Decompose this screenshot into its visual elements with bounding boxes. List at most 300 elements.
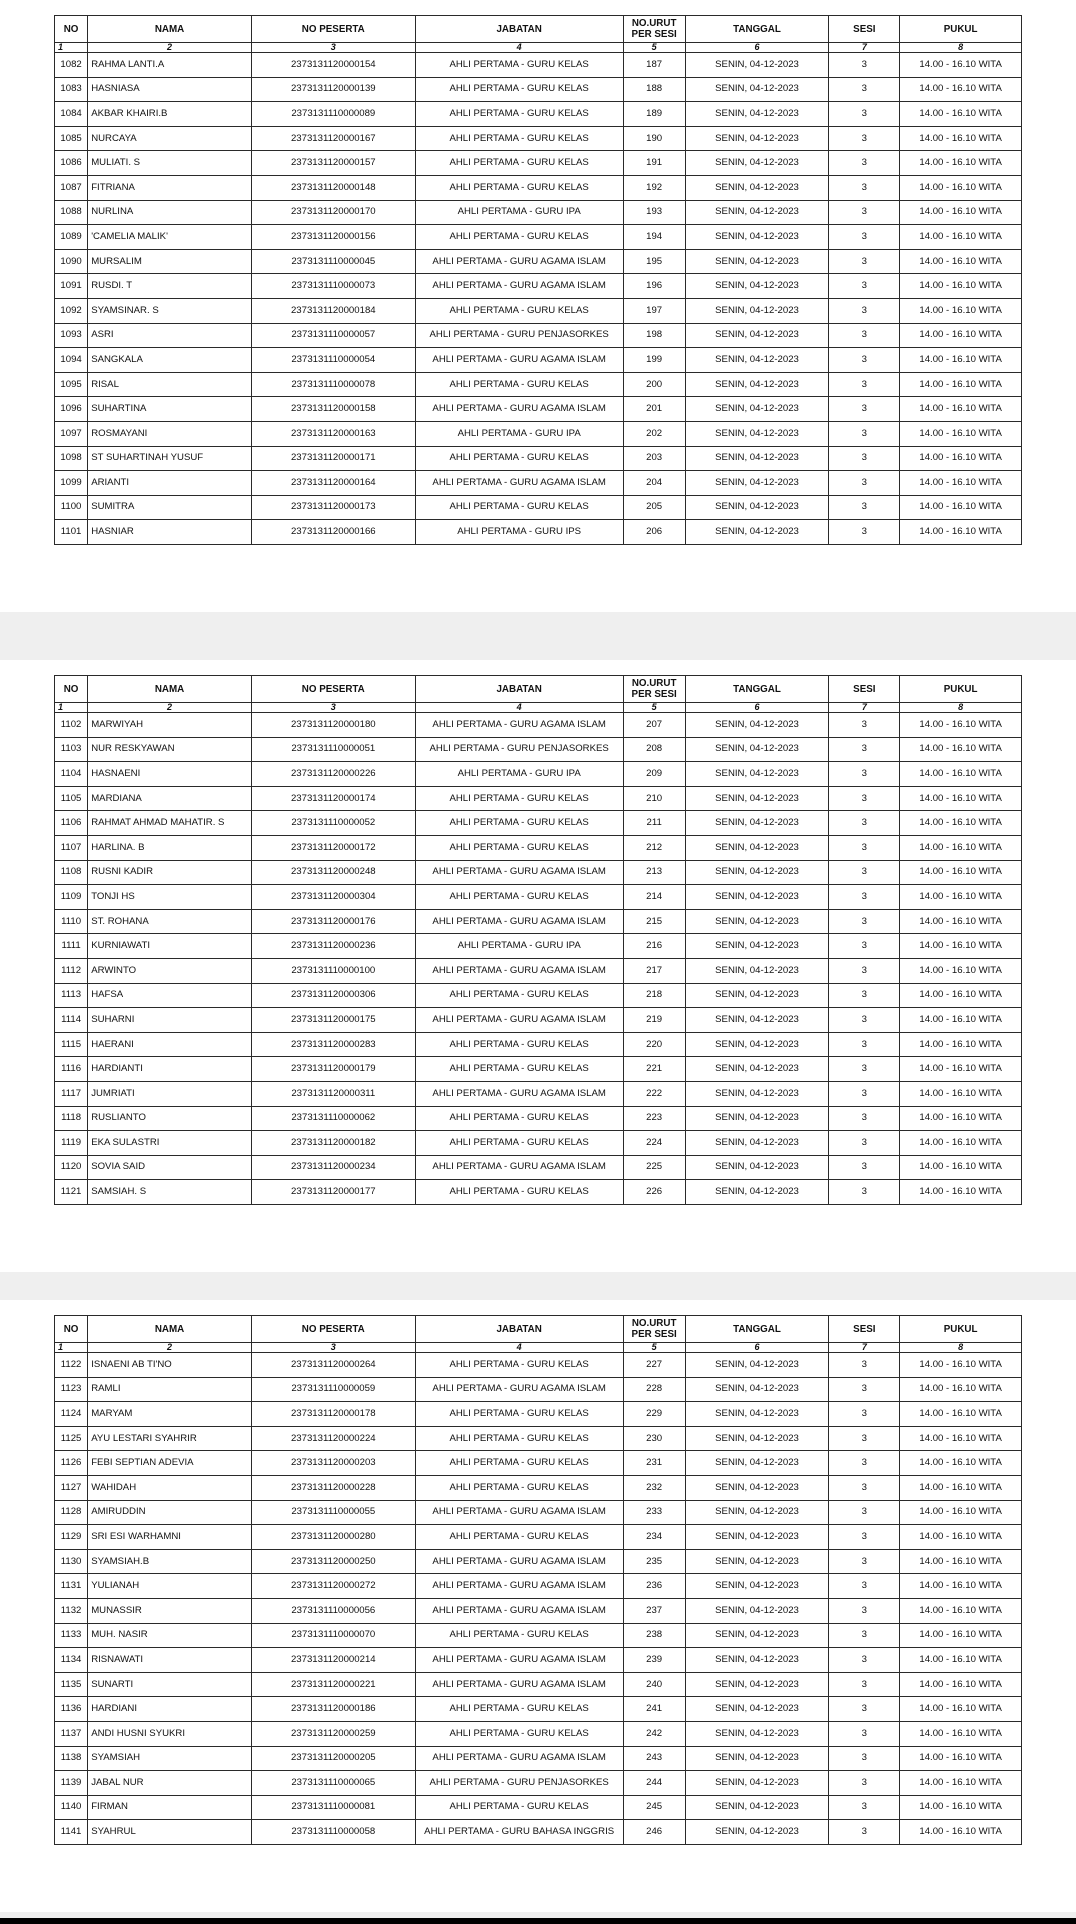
cell-no-urut: 211 (623, 811, 685, 836)
cell-tanggal: SENIN, 04-12-2023 (685, 1353, 829, 1378)
cell-no-peserta: 2373131120000164 (251, 471, 415, 496)
cell-nama: RAHMAT AHMAD MAHATIR. S (88, 811, 252, 836)
cell-jabatan: AHLI PERTAMA - GURU KELAS (415, 983, 623, 1008)
cell-no-peserta: 2373131110000070 (251, 1623, 415, 1648)
cell-no: 1140 (55, 1795, 88, 1820)
cell-no: 1093 (55, 323, 88, 348)
cell-no-peserta: 2373131120000283 (251, 1032, 415, 1057)
header-row (55, 16, 1022, 43)
col-header-pukul: PUKUL (900, 16, 1022, 43)
cell-tanggal: SENIN, 04-12-2023 (685, 1598, 829, 1623)
cell-no-peserta: 2373131120000226 (251, 762, 415, 787)
cell-nama: SYAMSIAH (88, 1746, 252, 1771)
cell-no-peserta: 2373131120000236 (251, 934, 415, 959)
cell-jabatan: AHLI PERTAMA - GURU KELAS (415, 225, 623, 250)
cell-no: 1095 (55, 372, 88, 397)
cell-no-peserta: 2373131120000221 (251, 1672, 415, 1697)
table-row (55, 1549, 1022, 1574)
cell-no-urut: 200 (623, 372, 685, 397)
table-row (55, 909, 1022, 934)
cell-no-peserta: 2373131120000180 (251, 713, 415, 738)
cell-tanggal: SENIN, 04-12-2023 (685, 1155, 829, 1180)
cell-tanggal: SENIN, 04-12-2023 (685, 1771, 829, 1796)
cell-sesi: 3 (829, 421, 900, 446)
column-number: 3 (251, 43, 415, 53)
column-number: 1 (55, 1343, 88, 1353)
cell-no: 1127 (55, 1475, 88, 1500)
cell-no-peserta: 2373131120000250 (251, 1549, 415, 1574)
cell-no-urut: 190 (623, 126, 685, 151)
column-number: 1 (55, 703, 88, 713)
cell-tanggal: SENIN, 04-12-2023 (685, 298, 829, 323)
cell-pukul: 14.00 - 16.10 WITA (900, 786, 1022, 811)
cell-pukul: 14.00 - 16.10 WITA (900, 1820, 1022, 1845)
cell-sesi: 3 (829, 1451, 900, 1476)
col-header-pukul: PUKUL (900, 676, 1022, 703)
cell-pukul: 14.00 - 16.10 WITA (900, 1697, 1022, 1722)
cell-nama: SUHARNI (88, 1008, 252, 1033)
cell-no: 1084 (55, 102, 88, 127)
cell-pukul: 14.00 - 16.10 WITA (900, 1106, 1022, 1131)
cell-pukul: 14.00 - 16.10 WITA (900, 1574, 1022, 1599)
cell-no-peserta: 2373131110000089 (251, 102, 415, 127)
cell-jabatan: AHLI PERTAMA - GURU KELAS (415, 298, 623, 323)
cell-nama: ST SUHARTINAH YUSUF (88, 446, 252, 471)
cell-no: 1104 (55, 762, 88, 787)
table-row (55, 713, 1022, 738)
cell-sesi: 3 (829, 1475, 900, 1500)
cell-pukul: 14.00 - 16.10 WITA (900, 1180, 1022, 1205)
column-number: 6 (685, 703, 829, 713)
document-page (0, 660, 1076, 1272)
cell-sesi: 3 (829, 909, 900, 934)
table-row (55, 372, 1022, 397)
cell-nama: FIRMAN (88, 1795, 252, 1820)
cell-sesi: 3 (829, 762, 900, 787)
cell-no-peserta: 2373131120000156 (251, 225, 415, 250)
column-number-row (55, 43, 1022, 53)
cell-nama: RUSDI. T (88, 274, 252, 299)
cell-no-peserta: 2373131120000182 (251, 1131, 415, 1156)
cell-nama: NUR RESKYAWAN (88, 737, 252, 762)
cell-no-urut: 218 (623, 983, 685, 1008)
cell-jabatan: AHLI PERTAMA - GURU AGAMA ISLAM (415, 397, 623, 422)
cell-no-urut: 227 (623, 1353, 685, 1378)
column-number: 2 (88, 1343, 252, 1353)
cell-pukul: 14.00 - 16.10 WITA (900, 397, 1022, 422)
cell-no-urut: 238 (623, 1623, 685, 1648)
cell-no: 1135 (55, 1672, 88, 1697)
cell-jabatan: AHLI PERTAMA - GURU AGAMA ISLAM (415, 713, 623, 738)
cell-nama: ISNAENI AB TI'NO (88, 1353, 252, 1378)
cell-no-peserta: 2373131120000264 (251, 1353, 415, 1378)
column-number: 7 (829, 703, 900, 713)
cell-sesi: 3 (829, 1549, 900, 1574)
column-number: 4 (415, 43, 623, 53)
cell-tanggal: SENIN, 04-12-2023 (685, 421, 829, 446)
cell-sesi: 3 (829, 1057, 900, 1082)
cell-no-urut: 187 (623, 53, 685, 78)
cell-no-peserta: 2373131120000203 (251, 1451, 415, 1476)
cell-tanggal: SENIN, 04-12-2023 (685, 909, 829, 934)
cell-tanggal: SENIN, 04-12-2023 (685, 1820, 829, 1845)
cell-pukul: 14.00 - 16.10 WITA (900, 298, 1022, 323)
cell-nama: MULIATI. S (88, 151, 252, 176)
cell-tanggal: SENIN, 04-12-2023 (685, 737, 829, 762)
cell-pukul: 14.00 - 16.10 WITA (900, 175, 1022, 200)
cell-nama: WAHIDAH (88, 1475, 252, 1500)
cell-pukul: 14.00 - 16.10 WITA (900, 811, 1022, 836)
cell-jabatan: AHLI PERTAMA - GURU KELAS (415, 151, 623, 176)
cell-sesi: 3 (829, 1402, 900, 1427)
cell-pukul: 14.00 - 16.10 WITA (900, 126, 1022, 151)
table-row (55, 1426, 1022, 1451)
cell-no-peserta: 2373131110000052 (251, 811, 415, 836)
cell-jabatan: AHLI PERTAMA - GURU AGAMA ISLAM (415, 958, 623, 983)
document-page (0, 1300, 1076, 1912)
cell-no: 1134 (55, 1648, 88, 1673)
cell-nama: ARIANTI (88, 471, 252, 496)
no-urut-label-line2: PER SESI (631, 29, 677, 40)
column-number: 8 (900, 703, 1022, 713)
cell-no-peserta: 2373131120000172 (251, 835, 415, 860)
cell-no-peserta: 2373131110000100 (251, 958, 415, 983)
cell-jabatan: AHLI PERTAMA - GURU AGAMA ISLAM (415, 1746, 623, 1771)
cell-sesi: 3 (829, 1525, 900, 1550)
col-header-no-urut (623, 676, 685, 703)
cell-tanggal: SENIN, 04-12-2023 (685, 860, 829, 885)
cell-jabatan: AHLI PERTAMA - GURU AGAMA ISLAM (415, 348, 623, 373)
col-header-jabatan: JABATAN (415, 1316, 623, 1343)
cell-pukul: 14.00 - 16.10 WITA (900, 1721, 1022, 1746)
table-row (55, 1057, 1022, 1082)
cell-no-peserta: 2373131120000184 (251, 298, 415, 323)
cell-sesi: 3 (829, 1377, 900, 1402)
cell-sesi: 3 (829, 1574, 900, 1599)
col-header-nama: NAMA (88, 1316, 252, 1343)
cell-no: 1116 (55, 1057, 88, 1082)
cell-tanggal: SENIN, 04-12-2023 (685, 983, 829, 1008)
cell-jabatan: AHLI PERTAMA - GURU KELAS (415, 126, 623, 151)
cell-tanggal: SENIN, 04-12-2023 (685, 175, 829, 200)
cell-pukul: 14.00 - 16.10 WITA (900, 1008, 1022, 1033)
cell-no-urut: 225 (623, 1155, 685, 1180)
cell-no-urut: 208 (623, 737, 685, 762)
cell-nama: YULIANAH (88, 1574, 252, 1599)
cell-sesi: 3 (829, 53, 900, 78)
table-row (55, 835, 1022, 860)
cell-pukul: 14.00 - 16.10 WITA (900, 102, 1022, 127)
cell-sesi: 3 (829, 1697, 900, 1722)
cell-pukul: 14.00 - 16.10 WITA (900, 274, 1022, 299)
cell-pukul: 14.00 - 16.10 WITA (900, 860, 1022, 885)
cell-sesi: 3 (829, 77, 900, 102)
cell-sesi: 3 (829, 1500, 900, 1525)
cell-no: 1136 (55, 1697, 88, 1722)
cell-sesi: 3 (829, 1795, 900, 1820)
cell-tanggal: SENIN, 04-12-2023 (685, 1377, 829, 1402)
cell-no-peserta: 2373131120000154 (251, 53, 415, 78)
cell-jabatan: AHLI PERTAMA - GURU KELAS (415, 1525, 623, 1550)
cell-pukul: 14.00 - 16.10 WITA (900, 1032, 1022, 1057)
cell-pukul: 14.00 - 16.10 WITA (900, 1623, 1022, 1648)
table-row (55, 298, 1022, 323)
cell-no: 1085 (55, 126, 88, 151)
cell-no: 1090 (55, 249, 88, 274)
cell-jabatan: AHLI PERTAMA - GURU KELAS (415, 786, 623, 811)
cell-no: 1100 (55, 495, 88, 520)
cell-tanggal: SENIN, 04-12-2023 (685, 397, 829, 422)
cell-no: 1131 (55, 1574, 88, 1599)
cell-tanggal: SENIN, 04-12-2023 (685, 1475, 829, 1500)
cell-no: 1101 (55, 520, 88, 545)
cell-nama: ANDI HUSNI SYUKRI (88, 1721, 252, 1746)
cell-jabatan: AHLI PERTAMA - GURU AGAMA ISLAM (415, 1574, 623, 1599)
no-urut-label-line2: PER SESI (631, 689, 677, 700)
cell-tanggal: SENIN, 04-12-2023 (685, 520, 829, 545)
cell-no: 1088 (55, 200, 88, 225)
cell-no: 1138 (55, 1746, 88, 1771)
column-number-row (55, 1343, 1022, 1353)
table-row (55, 1672, 1022, 1697)
cell-no-urut: 191 (623, 151, 685, 176)
cell-no-urut: 246 (623, 1820, 685, 1845)
col-header-sesi: SESI (829, 1316, 900, 1343)
no-urut-label-line1: NO.URUT (631, 18, 677, 29)
cell-no-urut: 219 (623, 1008, 685, 1033)
cell-sesi: 3 (829, 1623, 900, 1648)
cell-sesi: 3 (829, 1180, 900, 1205)
cell-no-urut: 188 (623, 77, 685, 102)
cell-jabatan: AHLI PERTAMA - GURU IPA (415, 934, 623, 959)
cell-no-peserta: 2373131120000173 (251, 495, 415, 520)
cell-pukul: 14.00 - 16.10 WITA (900, 520, 1022, 545)
cell-no-urut: 236 (623, 1574, 685, 1599)
cell-no-peserta: 2373131120000205 (251, 1746, 415, 1771)
cell-no-urut: 216 (623, 934, 685, 959)
cell-no: 1117 (55, 1081, 88, 1106)
cell-pukul: 14.00 - 16.10 WITA (900, 77, 1022, 102)
cell-no-peserta: 2373131120000259 (251, 1721, 415, 1746)
cell-no-urut: 222 (623, 1081, 685, 1106)
cell-nama: SOVIA SAID (88, 1155, 252, 1180)
col-header-no: NO (55, 1316, 88, 1343)
cell-nama: MUH. NASIR (88, 1623, 252, 1648)
cell-jabatan: AHLI PERTAMA - GURU KELAS (415, 885, 623, 910)
cell-sesi: 3 (829, 1106, 900, 1131)
cell-pukul: 14.00 - 16.10 WITA (900, 713, 1022, 738)
cell-no-peserta: 2373131120000174 (251, 786, 415, 811)
cell-no-urut: 194 (623, 225, 685, 250)
cell-jabatan: AHLI PERTAMA - GURU AGAMA ISLAM (415, 1377, 623, 1402)
column-number: 7 (829, 1343, 900, 1353)
cell-pukul: 14.00 - 16.10 WITA (900, 200, 1022, 225)
cell-no-peserta: 2373131110000073 (251, 274, 415, 299)
cell-no-peserta: 2373131120000167 (251, 126, 415, 151)
cell-no-urut: 221 (623, 1057, 685, 1082)
col-header-no-peserta: NO PESERTA (251, 676, 415, 703)
cell-no: 1097 (55, 421, 88, 446)
cell-no-peserta: 2373131110000054 (251, 348, 415, 373)
cell-jabatan: AHLI PERTAMA - GURU IPA (415, 762, 623, 787)
cell-no-peserta: 2373131110000059 (251, 1377, 415, 1402)
cell-tanggal: SENIN, 04-12-2023 (685, 1180, 829, 1205)
cell-sesi: 3 (829, 1721, 900, 1746)
cell-no-urut: 192 (623, 175, 685, 200)
cell-no-peserta: 2373131120000248 (251, 860, 415, 885)
cell-nama: MARDIANA (88, 786, 252, 811)
cell-tanggal: SENIN, 04-12-2023 (685, 200, 829, 225)
table-row (55, 1820, 1022, 1845)
cell-no-urut: 223 (623, 1106, 685, 1131)
cell-sesi: 3 (829, 372, 900, 397)
cell-nama: SYAMSINAR. S (88, 298, 252, 323)
cell-no-peserta: 2373131120000272 (251, 1574, 415, 1599)
table-row (55, 1155, 1022, 1180)
cell-no-urut: 229 (623, 1402, 685, 1427)
cell-nama: ST. ROHANA (88, 909, 252, 934)
cell-no-urut: 243 (623, 1746, 685, 1771)
table-row (55, 860, 1022, 885)
cell-nama: HARDIANI (88, 1697, 252, 1722)
cell-nama: FITRIANA (88, 175, 252, 200)
cell-sesi: 3 (829, 737, 900, 762)
cell-tanggal: SENIN, 04-12-2023 (685, 934, 829, 959)
cell-sesi: 3 (829, 885, 900, 910)
cell-nama: ASRI (88, 323, 252, 348)
cell-jabatan: AHLI PERTAMA - GURU KELAS (415, 446, 623, 471)
col-header-sesi: SESI (829, 16, 900, 43)
table-row (55, 1574, 1022, 1599)
cell-jabatan: AHLI PERTAMA - GURU KELAS (415, 53, 623, 78)
cell-jabatan: AHLI PERTAMA - GURU KELAS (415, 77, 623, 102)
col-header-jabatan: JABATAN (415, 16, 623, 43)
cell-no: 1105 (55, 786, 88, 811)
col-header-no-urut (623, 16, 685, 43)
cell-no: 1125 (55, 1426, 88, 1451)
cell-nama: HAERANI (88, 1032, 252, 1057)
cell-pukul: 14.00 - 16.10 WITA (900, 372, 1022, 397)
cell-no-peserta: 2373131120000224 (251, 1426, 415, 1451)
cell-nama: AKBAR KHAIRI.B (88, 102, 252, 127)
cell-pukul: 14.00 - 16.10 WITA (900, 1131, 1022, 1156)
cell-tanggal: SENIN, 04-12-2023 (685, 1574, 829, 1599)
cell-jabatan: AHLI PERTAMA - GURU KELAS (415, 811, 623, 836)
table-row (55, 249, 1022, 274)
cell-nama: RAMLI (88, 1377, 252, 1402)
cell-tanggal: SENIN, 04-12-2023 (685, 151, 829, 176)
table-row (55, 175, 1022, 200)
column-number: 8 (900, 1343, 1022, 1353)
column-number: 6 (685, 43, 829, 53)
cell-no-urut: 239 (623, 1648, 685, 1673)
cell-no: 1102 (55, 713, 88, 738)
cell-sesi: 3 (829, 1598, 900, 1623)
participant-table (54, 15, 1022, 545)
cell-pukul: 14.00 - 16.10 WITA (900, 1402, 1022, 1427)
cell-jabatan: AHLI PERTAMA - GURU AGAMA ISLAM (415, 1648, 623, 1673)
column-number: 4 (415, 1343, 623, 1353)
cell-tanggal: SENIN, 04-12-2023 (685, 1106, 829, 1131)
table-row (55, 520, 1022, 545)
cell-jabatan: AHLI PERTAMA - GURU KELAS (415, 1402, 623, 1427)
cell-sesi: 3 (829, 1353, 900, 1378)
cell-sesi: 3 (829, 175, 900, 200)
cell-tanggal: SENIN, 04-12-2023 (685, 102, 829, 127)
cell-sesi: 3 (829, 298, 900, 323)
cell-no-peserta: 2373131110000057 (251, 323, 415, 348)
cell-pukul: 14.00 - 16.10 WITA (900, 323, 1022, 348)
cell-tanggal: SENIN, 04-12-2023 (685, 1402, 829, 1427)
table-row (55, 1697, 1022, 1722)
cell-no-urut: 196 (623, 274, 685, 299)
cell-nama: HAFSA (88, 983, 252, 1008)
cell-sesi: 3 (829, 713, 900, 738)
cell-jabatan: AHLI PERTAMA - GURU KELAS (415, 495, 623, 520)
cell-no: 1132 (55, 1598, 88, 1623)
cell-jabatan: AHLI PERTAMA - GURU AGAMA ISLAM (415, 1081, 623, 1106)
cell-nama: KURNIAWATI (88, 934, 252, 959)
cell-no-peserta: 2373131120000306 (251, 983, 415, 1008)
cell-tanggal: SENIN, 04-12-2023 (685, 225, 829, 250)
cell-jabatan: AHLI PERTAMA - GURU AGAMA ISLAM (415, 860, 623, 885)
cell-sesi: 3 (829, 348, 900, 373)
cell-jabatan: AHLI PERTAMA - GURU PENJASORKES (415, 737, 623, 762)
cell-no-urut: 197 (623, 298, 685, 323)
cell-no: 1103 (55, 737, 88, 762)
cell-no-peserta: 2373131120000311 (251, 1081, 415, 1106)
cell-pukul: 14.00 - 16.10 WITA (900, 1057, 1022, 1082)
cell-sesi: 3 (829, 1648, 900, 1673)
cell-no: 1137 (55, 1721, 88, 1746)
cell-tanggal: SENIN, 04-12-2023 (685, 713, 829, 738)
table-row (55, 102, 1022, 127)
cell-nama: SYAMSIAH.B (88, 1549, 252, 1574)
cell-sesi: 3 (829, 323, 900, 348)
table-row (55, 1353, 1022, 1378)
cell-no: 1119 (55, 1131, 88, 1156)
cell-nama: SUNARTI (88, 1672, 252, 1697)
cell-no-urut: 193 (623, 200, 685, 225)
cell-sesi: 3 (829, 1032, 900, 1057)
cell-jabatan: AHLI PERTAMA - GURU AGAMA ISLAM (415, 1500, 623, 1525)
column-number: 4 (415, 703, 623, 713)
table-row (55, 471, 1022, 496)
cell-no: 1124 (55, 1402, 88, 1427)
cell-no-peserta: 2373131120000179 (251, 1057, 415, 1082)
column-number: 1 (55, 43, 88, 53)
cell-no: 1123 (55, 1377, 88, 1402)
bottom-bar (0, 1918, 1076, 1924)
cell-no-urut: 241 (623, 1697, 685, 1722)
column-number: 5 (623, 43, 685, 53)
cell-jabatan: AHLI PERTAMA - GURU KELAS (415, 1475, 623, 1500)
cell-pukul: 14.00 - 16.10 WITA (900, 1475, 1022, 1500)
cell-no-urut: 245 (623, 1795, 685, 1820)
cell-sesi: 3 (829, 1155, 900, 1180)
cell-no-peserta: 2373131120000177 (251, 1180, 415, 1205)
cell-tanggal: SENIN, 04-12-2023 (685, 762, 829, 787)
cell-no-peserta: 2373131120000176 (251, 909, 415, 934)
cell-pukul: 14.00 - 16.10 WITA (900, 421, 1022, 446)
cell-sesi: 3 (829, 983, 900, 1008)
cell-no: 1141 (55, 1820, 88, 1845)
table-row (55, 1180, 1022, 1205)
cell-no: 1099 (55, 471, 88, 496)
table-row (55, 323, 1022, 348)
cell-jabatan: AHLI PERTAMA - GURU KELAS (415, 372, 623, 397)
cell-jabatan: AHLI PERTAMA - GURU PENJASORKES (415, 323, 623, 348)
